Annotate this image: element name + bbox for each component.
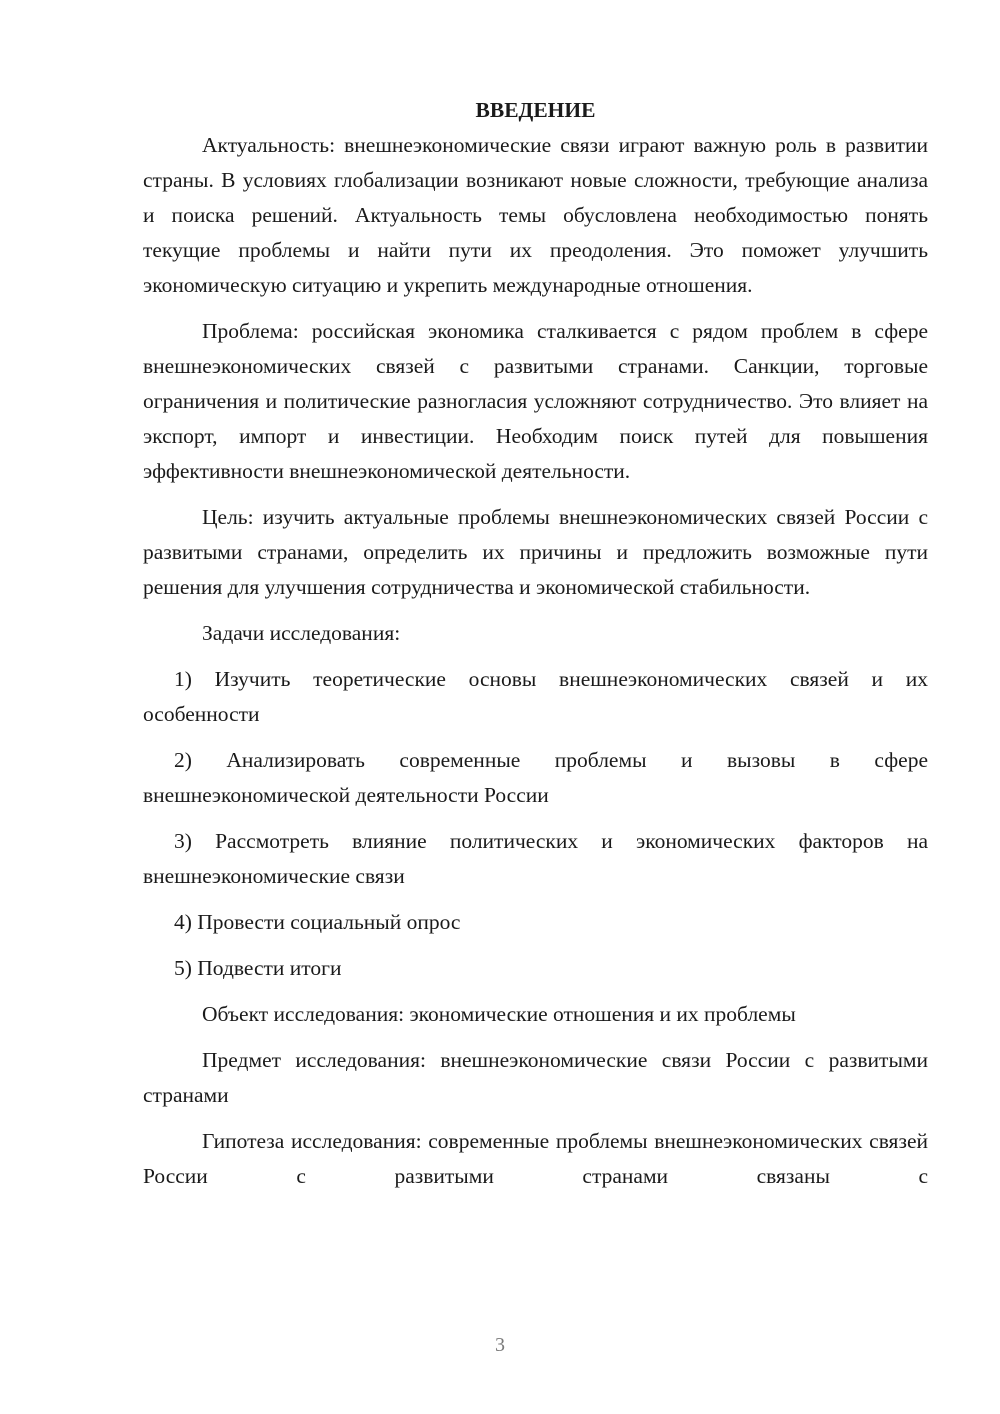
page-number: 3	[495, 1334, 505, 1356]
task-item: 2) Анализировать современные проблемы и вызовы в сфере внешнеэкономической деятельности России	[143, 748, 928, 807]
tasks-title: Задачи исследования:	[202, 621, 401, 645]
page-content	[143, 93, 928, 1194]
research-subject: Предмет исследования: внешнеэкономические связи России с развитыми странами	[143, 1048, 928, 1107]
task-item: 3) Рассмотреть влияние политических и экономических факторов на внешнеэкономические связи	[143, 829, 928, 888]
relevance-paragraph: Актуальность: внешнеэкономические связи играют важную роль в развитии страны. В условиях глобализации возникают новые сложности, требующие анализа и поиска решений. Актуальность темы обусловлена необходимостью понять текущие проблемы и найти пути их преодоления. Это поможет улучшить экономическую ситуацию и укрепить международные отношения.	[143, 133, 928, 297]
task-item: 1) Изучить теоретические основы внешнеэкономических связей и их особенности	[143, 667, 928, 726]
task-item: 5) Подвести итоги	[174, 956, 342, 980]
section-heading: ВВЕДЕНИЕ	[475, 98, 596, 122]
goal-paragraph: Цель: изучить актуальные проблемы внешнеэкономических связей России с развитыми странами, определить их причины и предложить возможные пути решения для улучшения сотрудничества и экономической стабильности.	[143, 505, 928, 599]
problem-paragraph: Проблема: российская экономика сталкивается с рядом проблем в сфере внешнеэкономических связей с развитыми странами. Санкции, торговые ограничения и политические разногласия усложняют сотрудничество. Это влияет на экспорт, импорт и инвестиции. Необходим поиск путей для повышения эффективности внешнеэкономической деятельности.	[143, 319, 928, 483]
research-hypothesis: Гипотеза исследования: современные проблемы внешнеэкономических связей России с развитыми странами связаны с	[143, 1129, 928, 1188]
task-item: 4) Провести социальный опрос	[174, 910, 461, 934]
research-object: Объект исследования: экономические отношения и их проблемы	[202, 1002, 796, 1026]
